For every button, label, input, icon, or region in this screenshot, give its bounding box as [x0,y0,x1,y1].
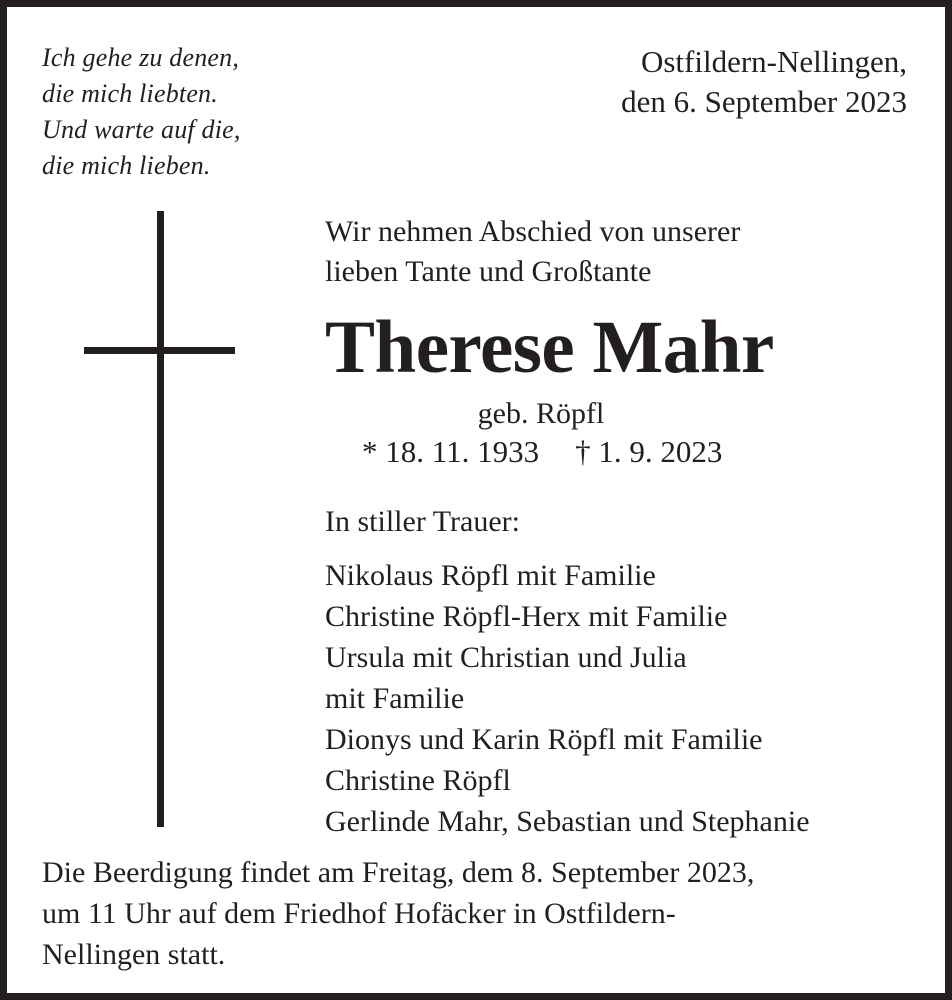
birth-date: * 18. 11. 1933 [362,434,540,469]
funeral-notice [42,852,754,975]
poem-line: die mich liebten. [42,79,218,108]
date: den 6. September 2023 [621,84,907,119]
poem-line: Ich gehe zu denen, [42,43,240,72]
poem-line: die mich lieben. [42,151,211,180]
farewell-intro [325,212,740,292]
mourner: Christine Röpfl-Herx mit Familie [325,600,728,633]
funeral-line: Nellingen statt. [42,938,226,971]
poem [42,40,241,184]
intro-line: Wir nehmen Abschied von unserer [325,215,741,248]
poem-line: Und warte auf die, [42,115,241,144]
intro-line: lieben Tante und Großtante [325,255,652,288]
deceased-name: Therese Mahr [325,306,774,389]
cross-horizontal-bar [84,347,235,354]
birth-name: geb. Röpfl [477,397,605,430]
mourner: Gerlinde Mahr, Sebastian und Stephanie [325,805,810,838]
place: Ostfildern-Nellingen, [640,44,907,79]
place-and-date [621,42,907,122]
funeral-line: Die Beerdigung findet am Freitag, dem 8. September 2023, [42,856,755,889]
mourner: mit Familie [325,682,465,715]
mourner: Ursula mit Christian und Julia [325,641,687,674]
mourner: Dionys und Karin Röpfl mit Familie [325,723,763,756]
mourners-list [325,555,810,842]
life-dates [362,432,722,472]
mourning-label: In stiller Trauer: [325,505,520,538]
birth-name-row [325,395,925,433]
cross-vertical-bar [157,211,164,827]
death-date: † 1. 9. 2023 [575,434,723,469]
funeral-line: um 11 Uhr auf dem Friedhof Hofäcker in Ostfildern- [42,897,676,930]
mourner: Christine Röpfl [325,764,511,797]
mourner: Nikolaus Röpfl mit Familie [325,559,656,592]
